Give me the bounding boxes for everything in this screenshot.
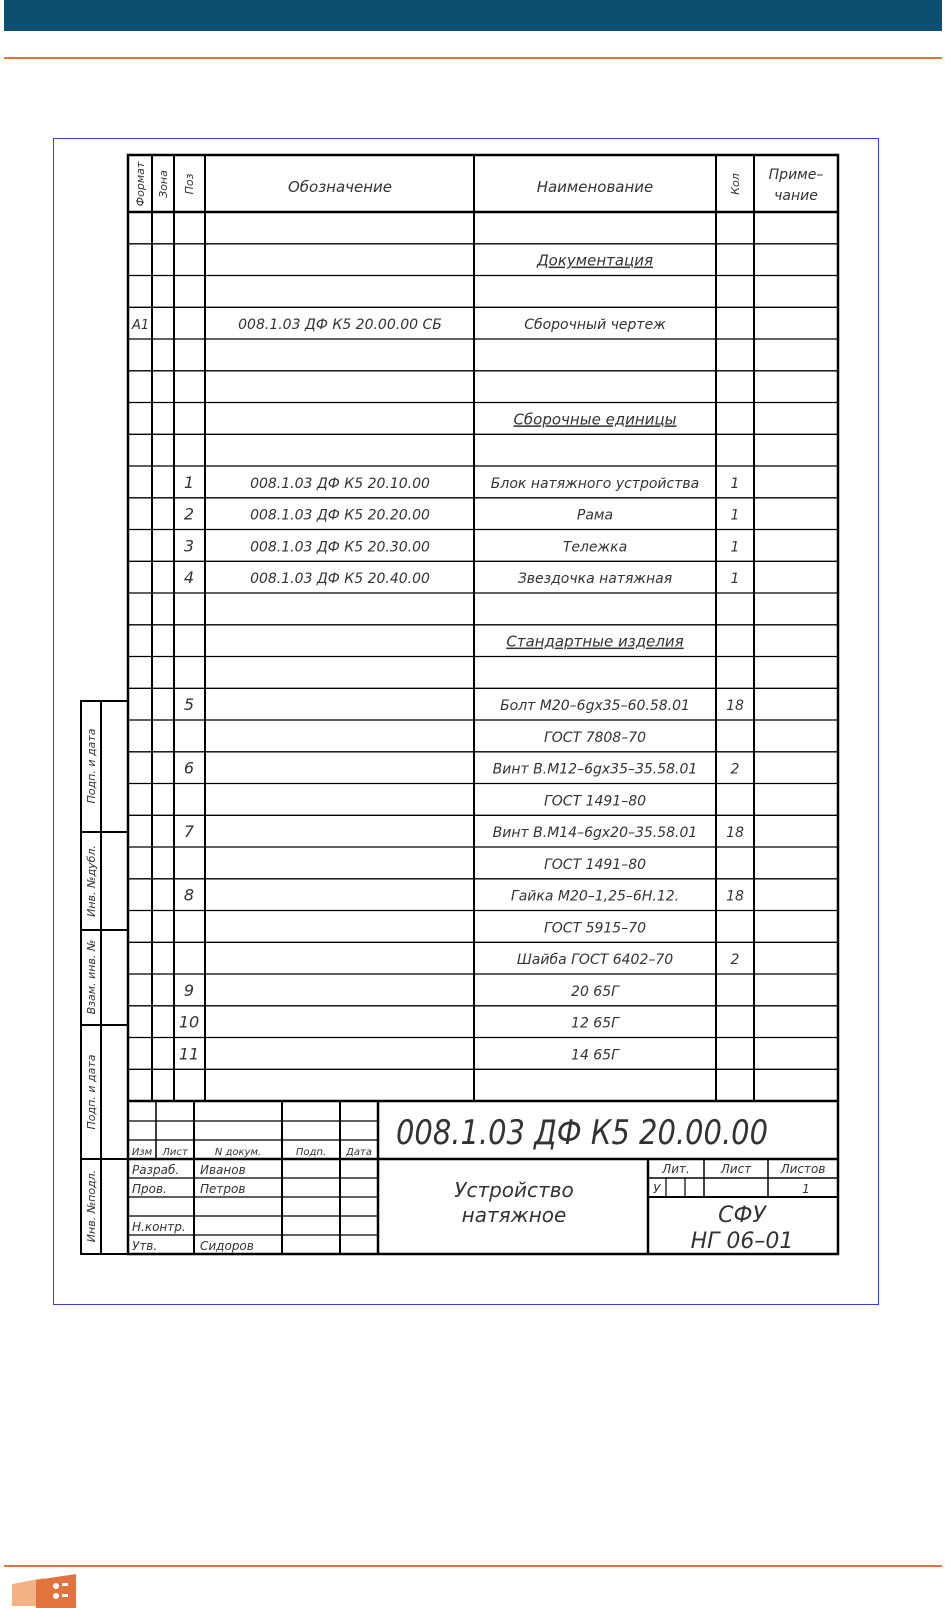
row-name: 20 65Г: [571, 983, 619, 1000]
row-name: Болт М20–6gх35–60.58.01: [500, 698, 690, 715]
tb-name-checker: Петров: [200, 1182, 246, 1196]
header-designation: Обозначение: [287, 178, 393, 196]
tb-head-sheet: Лист: [162, 1147, 188, 1158]
row-format: А1: [132, 318, 150, 334]
row-position: 10: [178, 1012, 200, 1032]
tb-document-code: 008.1.03 ДФ К5 20.00.00: [396, 1113, 768, 1153]
row-name: 12 65Г: [571, 1015, 619, 1032]
tb-name-developer: Иванов: [200, 1163, 246, 1177]
row-position: 11: [178, 1044, 200, 1064]
row-position: 2: [183, 504, 195, 524]
row-name: Винт В.М12–6gх35–35.58.01: [492, 761, 698, 778]
tb-sheet-label: Лист: [720, 1162, 752, 1176]
row-quantity: 18: [726, 698, 744, 715]
row-name: Звездочка натяжная: [517, 571, 673, 588]
row-designation: 008.1.03 ДФ К5 20.20.00: [250, 507, 430, 524]
row-position: 1: [183, 472, 195, 492]
row-quantity: 2: [730, 952, 740, 969]
specification-sheet: [54, 139, 878, 1304]
header-pos: Поз: [183, 173, 196, 195]
row-name: Блок натяжного устройства: [490, 475, 700, 492]
row-position: 9: [183, 980, 195, 1000]
tb-lit-label: Лит.: [662, 1162, 690, 1176]
header-qty: Кол: [729, 173, 742, 195]
row-designation: 008.1.03 ДФ К5 20.00.00 СБ: [238, 317, 442, 334]
header-note-1: Приме–: [768, 167, 824, 183]
tb-name-approver: Сидоров: [200, 1239, 254, 1253]
tb-org-1: СФУ: [718, 1203, 766, 1228]
row-name: Винт В.М14–6gх20–35.58.01: [492, 825, 698, 842]
tb-lit-value: У: [653, 1182, 661, 1196]
row-text: [131, 252, 744, 1064]
row-name: Шайба ГОСТ 6402–70: [516, 952, 674, 969]
row-name: Сборочный чертеж: [524, 317, 666, 334]
row-name: ГОСТ 1491–80: [543, 793, 647, 810]
row-name: ГОСТ 1491–80: [543, 856, 647, 873]
stamp-repl-inv: Взам. инв. №: [85, 939, 98, 1015]
row-lines: [128, 244, 838, 1070]
row-name: ГОСТ 5915–70: [543, 920, 647, 937]
section-heading: Документация: [536, 251, 654, 270]
tb-sheets-label: Листов: [780, 1162, 826, 1176]
publisher-logo-icon: [10, 1572, 80, 1608]
stamp-sign-date-2: Подп. и дата: [85, 1054, 98, 1130]
row-position: 6: [183, 758, 195, 778]
tb-head-date: Дата: [346, 1147, 372, 1158]
row-position: 7: [183, 822, 195, 842]
row-name: 14 65Г: [571, 1047, 619, 1064]
row-quantity: 18: [726, 888, 744, 905]
row-designation: 008.1.03 ДФ К5 20.10.00: [250, 475, 430, 492]
header-rule: [4, 57, 942, 59]
stamp-orig-inv: Инв. №подл.: [85, 1169, 98, 1243]
row-position: 8: [183, 885, 195, 905]
row-quantity: 2: [730, 761, 740, 778]
row-name: Гайка М20–1,25–6Н.12.: [510, 888, 680, 905]
section-heading: Стандартные изделия: [506, 632, 684, 651]
row-quantity: 1: [730, 539, 740, 556]
tb-org-2: НГ 06–01: [690, 1229, 794, 1254]
stamp-dup-inv: Инв. №дубл.: [85, 845, 98, 917]
stamp-sign-date-1: Подп. и дата: [85, 728, 98, 804]
tb-title-2: натяжное: [461, 1203, 567, 1227]
header-zone: Зона: [157, 170, 170, 198]
tb-sheets-value: 1: [802, 1182, 810, 1196]
drawing-frame: [53, 138, 879, 1305]
header-format: Формат: [134, 161, 147, 207]
frame-lines: [81, 155, 838, 1254]
row-designation: 008.1.03 ДФ К5 20.30.00: [250, 539, 430, 556]
row-designation: 008.1.03 ДФ К5 20.40.00: [250, 571, 430, 588]
header-bar: [4, 0, 942, 31]
row-name: ГОСТ 7808–70: [543, 729, 647, 746]
row-position: 3: [183, 536, 195, 556]
header-name: Наименование: [536, 178, 654, 196]
tb-role-checker: Пров.: [132, 1182, 167, 1196]
section-heading: Сборочные единицы: [513, 410, 677, 429]
tb-role-developer: Разраб.: [132, 1163, 180, 1177]
tb-head-change: Изм: [131, 1147, 153, 1158]
row-position: 5: [183, 695, 195, 715]
row-quantity: 1: [730, 475, 740, 492]
tb-role-normcontrol: Н.контр.: [132, 1220, 186, 1234]
row-quantity: 1: [730, 507, 740, 524]
tb-role-approver: Утв.: [132, 1239, 158, 1253]
tb-title-1: Устройство: [454, 1178, 574, 1202]
row-name: Тележка: [562, 539, 628, 556]
tb-head-sign: Подп.: [295, 1147, 327, 1158]
row-name: Рама: [576, 507, 614, 524]
header-note-2: чание: [774, 188, 818, 204]
tb-head-docnum: N докум.: [214, 1147, 262, 1158]
row-quantity: 1: [730, 571, 740, 588]
footer-rule: [4, 1565, 942, 1567]
row-quantity: 18: [726, 825, 744, 842]
row-position: 4: [183, 568, 195, 588]
